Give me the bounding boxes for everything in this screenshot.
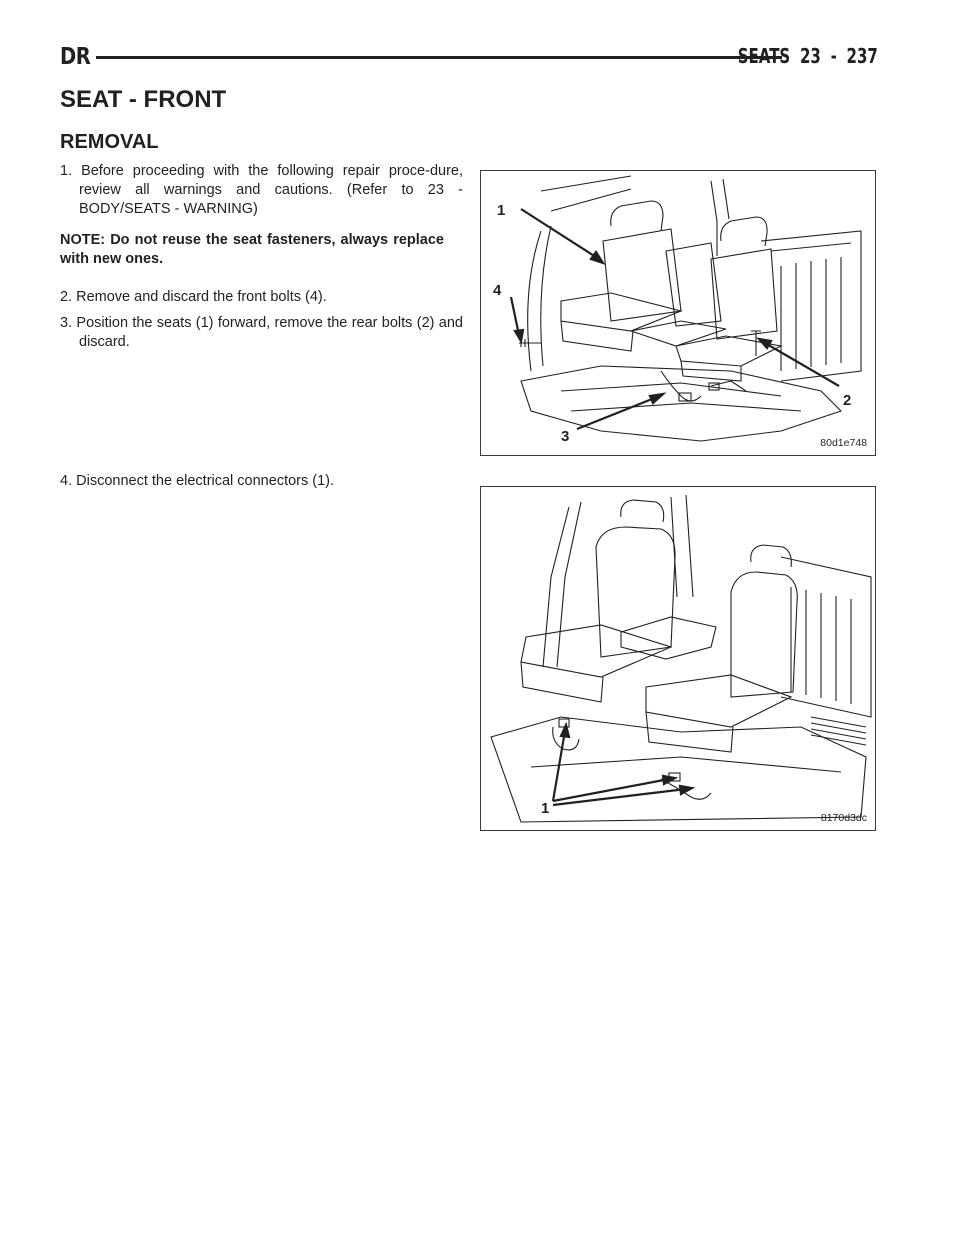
note: NOTE: Do not reuse the seat fasteners, always replace with new ones. bbox=[60, 232, 444, 267]
step-3: 3. Position the seats (1) forward, remove the rear bolts (2) and discard. bbox=[60, 315, 463, 350]
step-4: 4. Disconnect the electrical connectors (1). bbox=[60, 473, 335, 489]
section-name: SEATS bbox=[737, 44, 791, 68]
figure-seat-bolts bbox=[480, 170, 876, 456]
page-header bbox=[60, 44, 878, 74]
figure-electrical-connectors bbox=[480, 486, 876, 831]
section-page-label bbox=[738, 44, 878, 68]
seat-bolts-illustration bbox=[481, 171, 875, 455]
step-1: 1. Before proceeding with the following repair proce-dure, review all warnings and cautions. (Refer to 23 - BODY/SEATS - WARNING) bbox=[60, 163, 463, 217]
page-number: 23 - 237 bbox=[800, 44, 878, 68]
callout-3: 3 bbox=[561, 428, 570, 445]
manual-code: DR bbox=[60, 44, 91, 70]
electrical-connectors-illustration bbox=[481, 487, 875, 830]
page-title: SEAT - FRONT bbox=[60, 86, 227, 113]
section-subtitle: REMOVAL bbox=[60, 131, 159, 153]
callout-1: 1 bbox=[497, 202, 506, 219]
callout-1: 1 bbox=[541, 800, 550, 817]
callout-4: 4 bbox=[493, 282, 502, 299]
header-rule bbox=[96, 56, 782, 59]
step-2: 2. Remove and discard the front bolts (4). bbox=[60, 289, 327, 305]
callout-2: 2 bbox=[843, 392, 852, 409]
figure-code: 80d1e748 bbox=[820, 437, 867, 449]
figure-code: 8170d3dc bbox=[820, 812, 867, 824]
